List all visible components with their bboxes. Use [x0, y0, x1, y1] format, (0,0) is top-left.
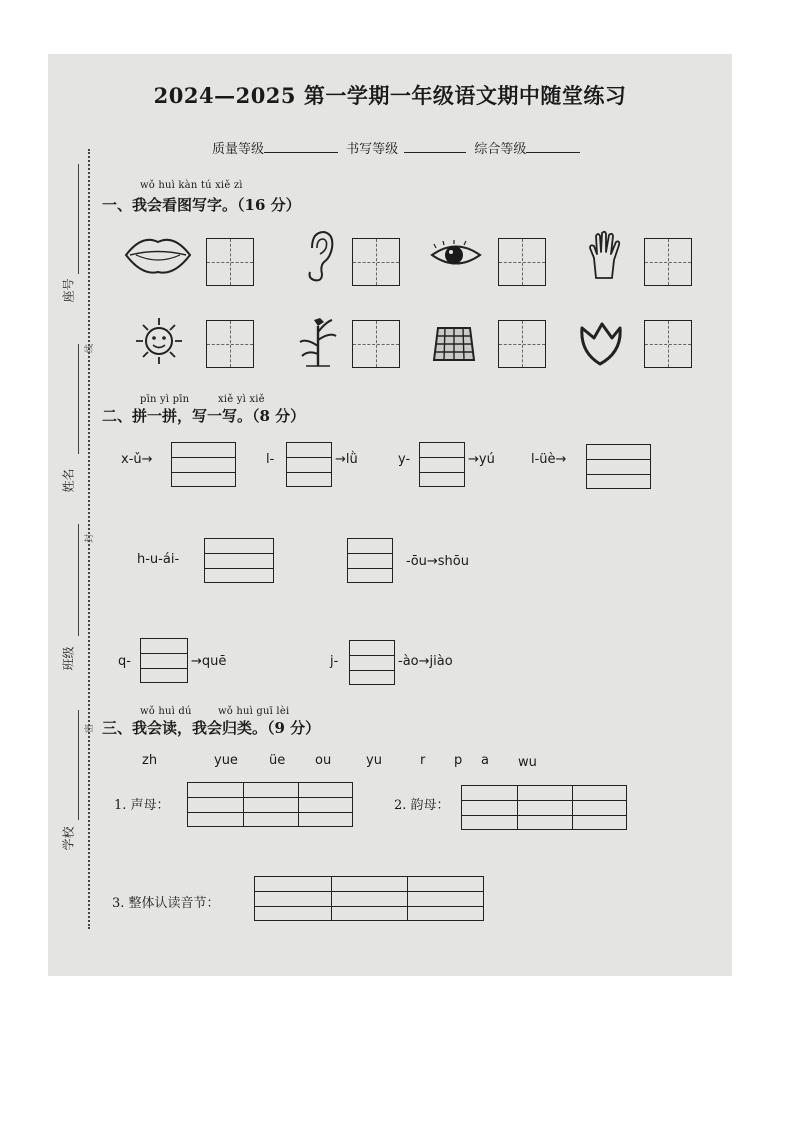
school-label: 学校 — [61, 826, 76, 851]
answer-grid-whole-syllables[interactable] — [254, 876, 484, 921]
q3-label: 3. 整体认读音节： — [112, 896, 220, 911]
writing-grid-4[interactable] — [644, 238, 692, 286]
writing-grid-5[interactable] — [206, 320, 254, 368]
item-c-suffix: →yú — [468, 452, 495, 467]
class-label: 班级 — [61, 646, 76, 671]
grade-quality-label: 质量等级 — [212, 142, 265, 157]
pinyin-box-a[interactable] — [171, 442, 236, 487]
binding-mark-seal: 封 — [85, 533, 96, 544]
name-label: 姓名 — [61, 468, 76, 493]
writing-grid-3[interactable] — [498, 238, 546, 286]
section2-pinyin-1: pīn yì pīn — [140, 394, 190, 405]
item-h-suffix: -ào→jiào — [398, 654, 453, 669]
grade-overall-blank[interactable] — [526, 140, 580, 153]
seat-blank[interactable] — [78, 164, 79, 274]
item-g-suffix: →quē — [191, 654, 227, 669]
item-c-prefix: y- — [398, 452, 411, 467]
field-icon — [432, 324, 476, 364]
worksheet-page — [48, 54, 732, 976]
writing-grid-8[interactable] — [644, 320, 692, 368]
syllable-8: a — [481, 753, 489, 768]
grade-writing-blank[interactable] — [404, 140, 466, 153]
pinyin-box-c[interactable] — [419, 442, 465, 487]
answer-grid-initials[interactable] — [187, 782, 353, 827]
answer-grid-finals[interactable] — [461, 785, 627, 830]
pinyin-box-e[interactable] — [204, 538, 274, 583]
grade-row — [212, 138, 584, 157]
pinyin-box-b[interactable] — [286, 442, 332, 487]
section1-pinyin: wǒ huì kàn tú xiě zì — [140, 180, 243, 191]
pinyin-box-d[interactable] — [586, 444, 651, 489]
grade-quality-blank[interactable] — [264, 140, 338, 153]
section1-title: 一、我会看图写字。（16 分） — [102, 196, 301, 214]
section3-pinyin-1: wǒ huì dú — [140, 706, 192, 717]
section3-title: 三、我会读，我会归类。（9 分） — [102, 719, 321, 737]
syllable-4: ou — [315, 753, 332, 768]
hand-icon — [588, 230, 622, 280]
fire-icon — [578, 322, 624, 366]
item-b-prefix: l- — [266, 452, 275, 467]
pinyin-box-g[interactable] — [140, 638, 188, 683]
plant-icon — [296, 316, 340, 368]
section3-pinyin-2: wǒ huì guī lèi — [218, 706, 290, 717]
class-blank[interactable] — [78, 524, 79, 636]
writing-grid-2[interactable] — [352, 238, 400, 286]
item-g-prefix: q- — [118, 654, 131, 669]
name-blank[interactable] — [78, 344, 79, 454]
syllable-9: wu — [518, 755, 537, 770]
item-d-prefix: l-üè→ — [531, 452, 567, 467]
page-title: 2024—2025 第一学期一年级语文期中随堂练习 — [153, 83, 627, 108]
section2-title: 二、拼一拼，写一写。（8 分） — [102, 407, 306, 425]
syllable-2: yue — [214, 753, 238, 768]
binding-mark-line: 线 — [85, 343, 96, 354]
q2-label: 2. 韵母： — [394, 798, 450, 813]
writing-grid-6[interactable] — [352, 320, 400, 368]
syllable-5: yu — [366, 753, 382, 768]
item-h-prefix: j- — [330, 654, 339, 669]
syllable-6: r — [420, 753, 426, 768]
item-f-suffix: -ōu→shōu — [406, 554, 469, 569]
syllable-3: üe — [269, 753, 286, 768]
syllable-7: p — [454, 753, 463, 768]
writing-grid-1[interactable] — [206, 238, 254, 286]
syllable-1: zh — [142, 753, 158, 768]
grade-overall-label: 综合等级 — [474, 142, 527, 157]
writing-grid-7[interactable] — [498, 320, 546, 368]
grade-writing-label: 书写等级 — [346, 142, 399, 157]
seat-label: 座号 — [61, 278, 76, 303]
item-a-prefix: x-ǔ→ — [121, 452, 153, 467]
school-blank[interactable] — [78, 710, 79, 820]
eye-icon — [430, 240, 482, 270]
item-e-prefix: h-u-ái- — [137, 552, 180, 567]
section2-pinyin-2: xiě yì xiě — [218, 394, 265, 405]
item-b-suffix: →lǜ — [335, 452, 358, 467]
binding-mark-dense: 密 — [85, 723, 96, 734]
mouth-icon — [124, 232, 192, 278]
q1-label: 1. 声母： — [114, 798, 170, 813]
pinyin-box-f[interactable] — [347, 538, 393, 583]
ear-icon — [304, 230, 336, 284]
sun-icon — [134, 316, 184, 366]
pinyin-box-h[interactable] — [349, 640, 395, 685]
